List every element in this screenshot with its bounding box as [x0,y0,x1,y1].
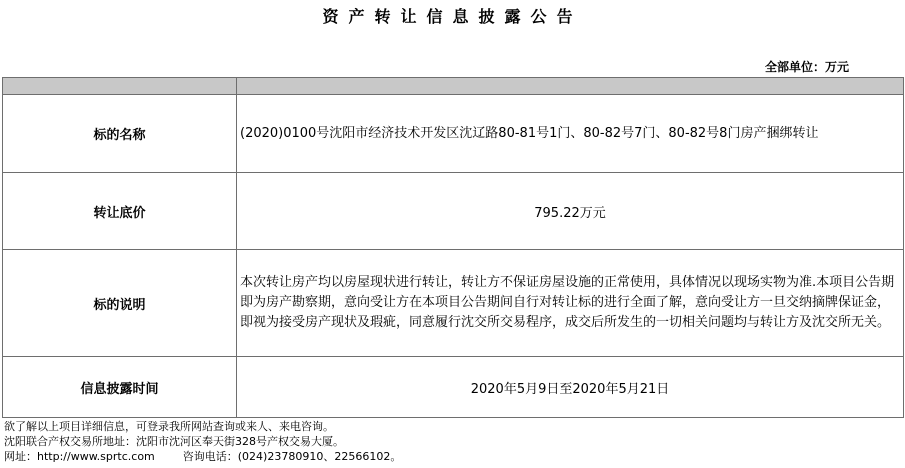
footer-line-address: 沈阳联合产权交易所地址：沈阳市沈河区奉天街328号产权交易大厦。 [4,435,344,448]
header-cell-left [3,78,237,95]
announcement-table [2,77,904,418]
row-label: 信息披露时间 [3,357,237,418]
table-row-reserve-price [3,173,904,250]
row-label: 标的名称 [3,95,237,173]
description-value: 本次转让房产均以房屋现状进行转让，转让方不保证房屋设施的正常使用，具体情况以现场实物为准.本项目公告期即为房产勘察期，意向受让方在本项目公告期间自行对转让标的进行全面了解，意向受让方一旦交纳摘牌保证金，即视为接受房产现状及瑕疵，同意履行沈交所交易程序，成交后所发生的一切相关问题均与转让方及沈交所无关。 [237,250,904,357]
subject-name-value: (2020)0100号沈阳市经济技术开发区沈辽路80-81号1门、80-82号7门、80-82号8门房产捆绑转让 [237,95,904,173]
header-cell-right [237,78,904,95]
table-row-disclosure-period [3,357,904,418]
reserve-price-value: 795.22万元 [237,173,904,250]
table-header-row [3,78,904,95]
disclosure-period-value: 2020年5月9日至2020年5月21日 [237,357,904,418]
table-row-description [3,250,904,357]
phone-text: 咨询电话：(024)23780910、22566102。 [182,450,402,463]
row-label: 转让底价 [3,173,237,250]
footer-contact-info [4,419,401,464]
page-title: 资产转让信息披露公告 [322,7,583,26]
footer-line-contact [4,449,401,464]
unit-label: 全部单位：万元 [764,60,849,74]
row-label: 标的说明 [3,250,237,357]
website-text: 网址：http://www.sprtc.com [4,450,155,463]
table-row-subject-name [3,95,904,173]
footer-line-inquiry: 欲了解以上项目详细信息，可登录我所网站查询或来人、来电咨询。 [4,420,334,433]
